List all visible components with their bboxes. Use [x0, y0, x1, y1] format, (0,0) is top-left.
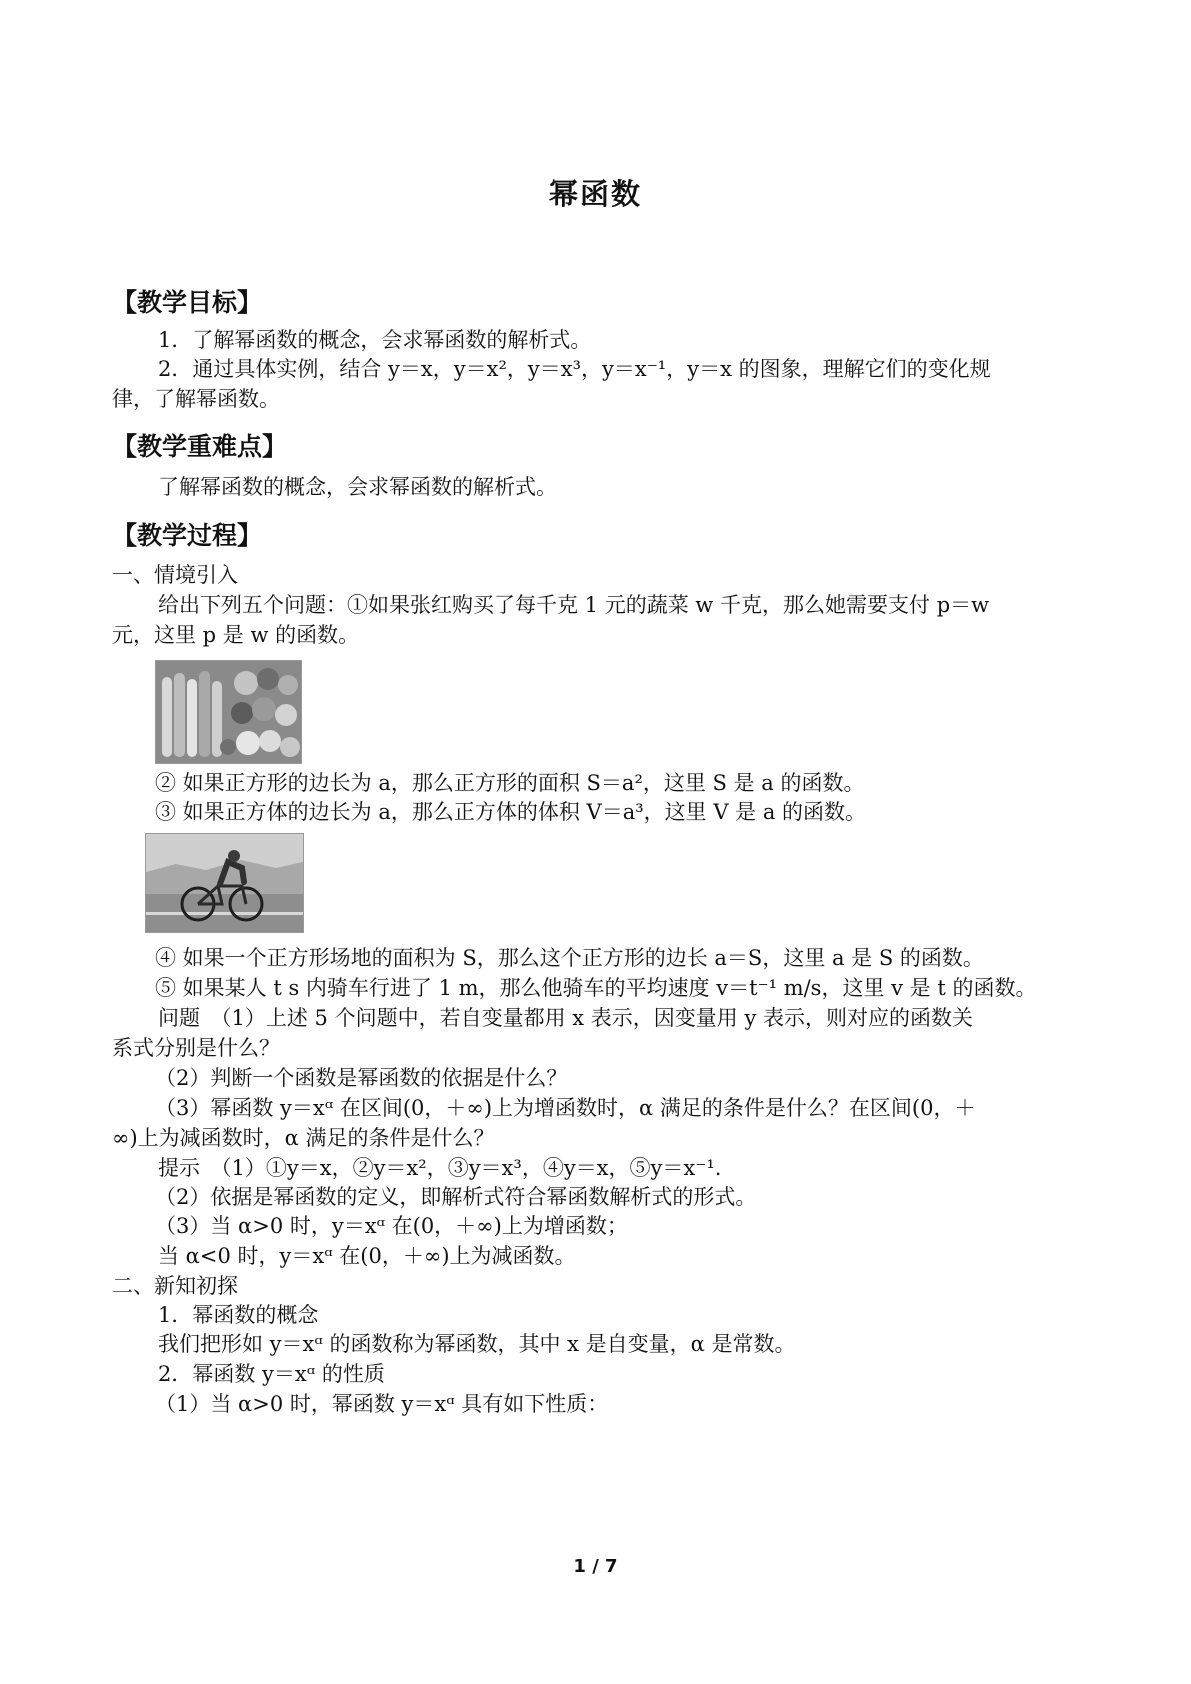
cyclist-photo — [145, 833, 304, 933]
objective-line-1: 1．了解幂函数的概念，会求幂函数的解析式。 — [158, 328, 592, 352]
part1-heading: 一、情境引入 — [112, 563, 238, 587]
intro-line-1: 给出下列五个问题：①如果张红购买了每千克 1 元的蔬菜 w 千克，那么她需要支付 p＝w — [158, 593, 990, 617]
intro-line-2: 元，这里 p 是 w 的函数。 — [112, 623, 360, 647]
section-heading-process: 【教学过程】 — [112, 521, 263, 550]
concept-heading: 1．幂函数的概念 — [158, 1303, 319, 1327]
question-3-line: ③ 如果正方体的边长为 a，那么正方体的体积 V＝a³，这里 V 是 a 的函数。 — [155, 800, 867, 824]
question-2-line: ② 如果正方形的边长为 a，那么正方形的面积 S＝a²，这里 S 是 a 的函数。 — [155, 771, 865, 795]
vegetables-photo — [155, 660, 302, 764]
section-heading-keypoints: 【教学重难点】 — [112, 432, 288, 461]
problem-2-line: （2）判断一个函数是幂函数的依据是什么？ — [155, 1066, 568, 1090]
hint-line-3: （3）当 α>0 时，y＝xᵅ 在(0，＋∞)上为增函数； — [155, 1214, 628, 1238]
objective-line-2: 2．通过具体实例，结合 y＝x，y＝x²，y＝x³，y＝x⁻¹，y＝x 的图象，理解它们的变化规 — [158, 357, 991, 381]
problem-1-line-a: 问题 （1）上述 5 个问题中，若自变量都用 x 表示，因变量用 y 表示，则对应的函数关 — [158, 1006, 973, 1030]
concept-text: 我们把形如 y＝xᵅ 的函数称为幂函数，其中 x 是自变量，α 是常数。 — [158, 1332, 796, 1356]
problem-1-line-b: 系式分别是什么？ — [112, 1036, 280, 1060]
question-5-line: ⑤ 如果某人 t s 内骑车行进了 1 m，那么他骑车的平均速度 v＝t⁻¹ m/s，这里 v 是 t 的函数。 — [155, 976, 1037, 1000]
problem-3-line-a: （3）幂函数 y＝xᵅ 在区间(0，＋∞)上为增函数时，α 满足的条件是什么？在区间(0，＋ — [155, 1096, 976, 1120]
page-title: 幂函数 — [548, 177, 642, 211]
property-heading: 2．幂函数 y＝xᵅ 的性质 — [158, 1362, 385, 1386]
hint-line-2: （2）依据是幂函数的定义，即解析式符合幂函数解析式的形式。 — [155, 1185, 757, 1209]
objective-line-3: 律，了解幂函数。 — [112, 387, 280, 411]
part2-heading: 二、新知初探 — [112, 1274, 238, 1298]
keypoint-line-1: 了解幂函数的概念，会求幂函数的解析式。 — [158, 475, 557, 499]
hint-line-4: 当 α<0 时，y＝xᵅ 在(0，＋∞)上为减函数。 — [158, 1244, 576, 1268]
section-heading-objectives: 【教学目标】 — [112, 288, 263, 317]
property-line-1: （1）当 α>0 时，幂函数 y＝xᵅ 具有如下性质： — [155, 1392, 609, 1416]
problem-3-line-b: ∞)上为减函数时，α 满足的条件是什么？ — [112, 1126, 495, 1150]
hint-line-1: 提示 （1）①y＝x，②y＝x²，③y＝x³，④y＝x，⑤y＝x⁻¹. — [158, 1156, 722, 1180]
question-4-line: ④ 如果一个正方形场地的面积为 S，那么这个正方形的边长 a＝S，这里 a 是 S 的函数。 — [155, 946, 984, 970]
page-number: 1 / 7 — [573, 1556, 618, 1577]
